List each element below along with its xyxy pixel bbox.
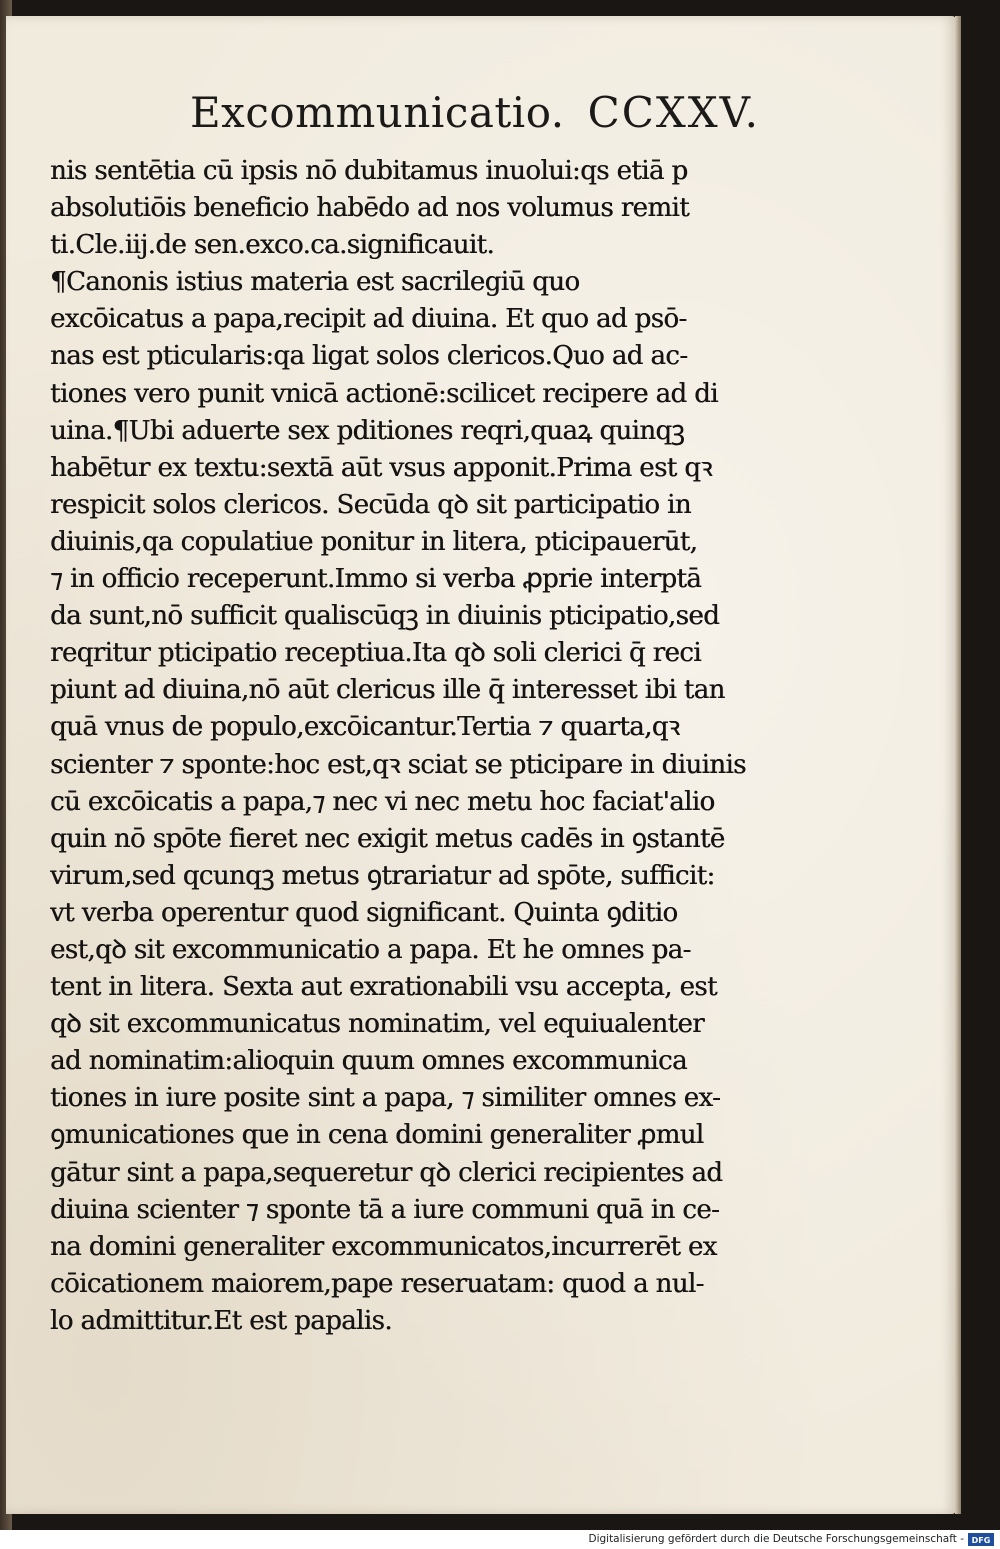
text-line: est,qꝺ sit excommunicatio a papa. Et he omnes pa- [50,934,691,965]
text-line: diuina scienter ⁊ sponte tā a iure communi quā in ce- [50,1194,720,1225]
text-line: excōicatus a papa,recipit ad diuina. Et quo ad psō- [50,304,687,335]
text-line: qꝺ sit excommunicatus nominatim, vel equiualenter [50,1009,704,1040]
folio-number: CCXXV. [587,88,760,137]
text-line: na domini generaliter excommunicatos,incurrerēt ex [50,1231,717,1262]
running-title: Excommunicatio. [190,88,565,137]
text-line: quā vnus de populo,excōicantur.Tertia ⁊ quarta,qꝛ [50,712,680,743]
text-line: virum,sed qcunqꝫ metus ꝯtrariatur ad spōte, sufficit: [50,860,715,891]
text-line: nis sentētia cū ipsis nō dubitamus inuolui:qs etiā p [50,156,688,186]
text-line: ¶Canonis istius materia est sacrilegiū quo [50,267,580,298]
text-line: lo admittitur.Et est papalis. [50,1305,392,1336]
text-line: absolutiōis beneficio habēdo ad nos volumus remit [50,193,689,224]
funding-credit: Digitalisierung gefördert durch die Deutsche Forschungsgemeinschaft - [588,1533,964,1545]
text-line: gātur sint a papa,sequeretur qꝺ clerici recipientes ad [50,1157,723,1188]
text-line: quin nō spōte fieret nec exigit metus cadēs in ꝯstantē [50,823,725,854]
text-line: respicit solos clericos. Secūda qꝺ sit participatio in [50,489,691,520]
text-line: scienter ⁊ sponte:hoc est,qꝛ sciat se pticipare in diuinis [50,749,746,780]
text-line: tiones in iure posite sint a papa, ⁊ similiter omnes ex- [50,1083,721,1114]
text-line: piunt ad diuina,nō aūt clericus ille q̄ interesset ibi tan [50,675,725,706]
text-line: ti.Cle.iij.de sen.exco.ca.significauit. [50,230,495,261]
text-line: da sunt,nō sufficit qualiscūqꝫ in diuinis pticipatio,sed [50,601,720,632]
dfg-logo [968,1533,994,1546]
text-line: tent in litera. Sexta aut exrationabili vsu accepta, est [50,972,717,1003]
text-line: ⁊ in officio receperunt.Immo si verba ꝓprie interptā [50,564,702,595]
page-edge [955,16,961,1514]
text-line: tiones vero punit vnicā actionē:scilicet recipere ad di [50,378,718,409]
text-line: vt verba operentur quod significant. Quinta ꝯditio [50,897,678,928]
text-line: habētur ex textu:sextā aūt vsus apponit.Prima est qꝛ [50,452,712,483]
text-line: uina.¶Ubi aduerte sex pditiones reqri,quaꝝ quinqꝫ [50,415,685,446]
dfg-logo-text: DFG [971,1536,991,1545]
text-line: ad nominatim:alioquin quum omnes excommunica [50,1046,687,1077]
text-line: cū excōicatis a papa,⁊ nec vi nec metu hoc faciat'alio [50,786,715,817]
text-line: cōicationem maiorem,pape reseruatam: quod a nul- [50,1268,704,1299]
text-line: ꝯmunicationes que in cena domini generaliter ꝓmul [50,1120,704,1151]
text-line: reqritur pticipatio receptiua.Ita qꝺ soli clerici q̄ reci [50,638,701,669]
running-header [190,88,760,148]
text-line: diuinis,qa copulatiue ponitur in litera, pticipauerūt, [50,526,698,557]
text-line: nas est pticularis:qa ligat solos clericos.Quo ad ac- [50,341,688,372]
body-text [50,153,762,1340]
credit-bar [0,1530,1000,1549]
